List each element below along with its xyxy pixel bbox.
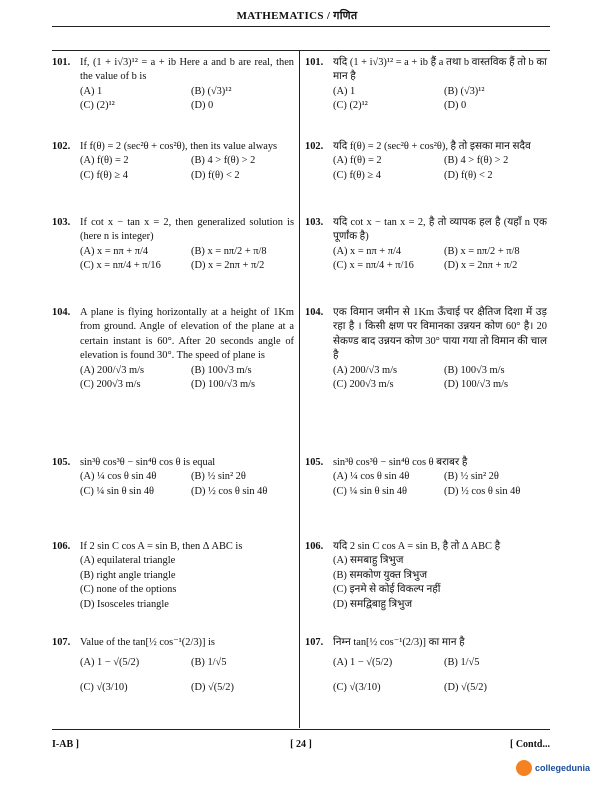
option-b: (B) x = nπ/2 + π/8	[444, 245, 520, 257]
question-number: 105.	[52, 457, 71, 468]
continued-label: [ Contd...	[509, 739, 550, 750]
option-d: (D) ½ cos θ sin 4θ	[191, 485, 268, 497]
option-b: (B) 100√3 m/s	[444, 364, 505, 376]
question-stem: If, (1 + i√3)¹² = a + ib Here a and b are real, then the value of b is	[80, 57, 294, 83]
question-stem: एक विमान जमीन से 1Km ऊँचाई पर क्षैतिज दिशा में उड़ रहा है । किसी क्षण पर विमानका उन्नयन कोण 60° है। 20 सेकण्ड बाद उन्नयन कोण 30° पाया गया तो विमान की चाल है	[333, 307, 547, 362]
question-stem: If f(θ) = 2 (sec²θ + cos²θ), then its value always	[80, 141, 278, 152]
option-c: (C) x = nπ/4 + π/16	[333, 260, 414, 272]
header-rule	[52, 26, 550, 27]
option-b: (B) x = nπ/2 + π/8	[191, 245, 267, 257]
column-divider	[299, 50, 300, 728]
option-d: (D) x = 2nπ + π/2	[444, 260, 518, 272]
question-stem: A plane is flying horizontally at a height of 1Km from ground. Angle of elevation of the plane at a certain instant is 60°. After 20 seconds angle of elevation is found 30°. The speed of plane is	[80, 307, 294, 362]
question-stem: Value of the tan[½ cos⁻¹(2/3)] is	[80, 637, 215, 648]
options	[333, 656, 547, 695]
question-101-hi	[305, 56, 547, 114]
question-104-en	[52, 306, 294, 392]
option-b: (B) (√3)¹²	[444, 85, 485, 97]
option-d: (D) 100/√3 m/s	[444, 379, 509, 391]
question-stem: यदि 2 sin C cos A = sin B, है तो Δ ABC है	[333, 541, 501, 552]
question-106-en	[52, 540, 294, 612]
question-number: 101.	[305, 57, 324, 68]
option-c: (C) (2)¹²	[333, 100, 368, 112]
question-stem: If cot x − tan x = 2, then generalized solution is (here n is integer)	[80, 217, 294, 243]
page-number: [ 24 ]	[290, 739, 312, 750]
option-b: (B) ½ sin² 2θ	[444, 471, 499, 483]
question-105-en	[52, 456, 294, 499]
option-c: (C) f(θ) ≥ 4	[80, 169, 128, 181]
header-rule-lower	[52, 50, 550, 51]
options	[333, 154, 547, 183]
option-d: (D) √(5/2)	[444, 681, 487, 693]
option-a: (A) 1 − √(5/2)	[80, 657, 140, 669]
option-c: (C) ¼ sin θ sin 4θ	[80, 485, 155, 497]
option-b: (B) (√3)¹²	[191, 85, 232, 97]
option-b: (B) समकोण युक्त त्रिभुज	[333, 569, 428, 581]
options	[80, 85, 294, 114]
option-c: (C) इनमे से कोई विकल्प नहीं	[333, 584, 441, 596]
question-number: 102.	[305, 141, 324, 152]
question-number: 106.	[305, 541, 324, 552]
footer-code: I-AB ]	[52, 739, 79, 750]
question-105-hi	[305, 456, 547, 499]
question-103-hi	[305, 216, 547, 274]
option-c: (C) none of the options	[80, 584, 177, 596]
option-c: (C) x = nπ/4 + π/16	[80, 260, 161, 272]
question-101-en	[52, 56, 294, 114]
question-stem: यदि f(θ) = 2 (sec²θ + cos²θ), है तो इसका मान सदैव	[333, 141, 531, 152]
watermark-logo	[516, 760, 590, 776]
question-107-en	[52, 636, 294, 695]
page-header: MATHEMATICS / गणित	[236, 10, 358, 22]
option-c: (C) √(3/10)	[80, 681, 128, 693]
footer-rule	[52, 729, 550, 730]
question-number: 103.	[305, 217, 324, 228]
options	[80, 470, 294, 499]
option-d: (D) 0	[191, 100, 214, 112]
option-d: (D) 100/√3 m/s	[191, 379, 256, 391]
option-d: (D) ½ cos θ sin 4θ	[444, 485, 521, 497]
question-stem: If 2 sin C cos A = sin B, then Δ ABC is	[80, 541, 243, 552]
option-d: (D) x = 2nπ + π/2	[191, 260, 265, 272]
option-c: (C) 200√3 m/s	[333, 379, 394, 391]
option-c: (C) (2)¹²	[80, 100, 115, 112]
option-a: (A) 1 − √(5/2)	[333, 657, 393, 669]
question-103-en	[52, 216, 294, 274]
question-number: 102.	[52, 141, 71, 152]
question-number: 106.	[52, 541, 71, 552]
option-d: (D) f(θ) < 2	[444, 169, 493, 181]
question-stem: यदि (1 + i√3)¹² = a + ib हैं a तथा b वास्तविक हैं तो b का मान है	[333, 57, 547, 83]
question-number: 103.	[52, 217, 71, 228]
option-a: (A) ¼ cos θ sin 4θ	[333, 471, 410, 483]
option-a: (A) equilateral triangle	[80, 555, 176, 567]
option-a: (A) f(θ) = 2	[333, 155, 382, 167]
option-b: (B) 4 > f(θ) > 2	[191, 155, 256, 167]
option-a: (A) 200/√3 m/s	[333, 364, 398, 376]
options	[80, 364, 294, 393]
question-number: 107.	[52, 637, 71, 648]
question-number: 104.	[305, 307, 324, 318]
option-a: (A) ¼ cos θ sin 4θ	[80, 471, 157, 483]
option-c: (C) 200√3 m/s	[80, 379, 141, 391]
option-b: (B) 100√3 m/s	[191, 364, 252, 376]
option-c: (C) √(3/10)	[333, 681, 381, 693]
question-106-hi	[305, 540, 547, 612]
options	[80, 245, 294, 274]
options	[333, 364, 547, 393]
question-number: 105.	[305, 457, 324, 468]
option-a: (A) x = nπ + π/4	[80, 245, 149, 257]
logo-text: collegedunia	[535, 763, 591, 773]
options	[333, 470, 547, 499]
options	[80, 656, 294, 695]
options	[333, 85, 547, 114]
option-d: (D) √(5/2)	[191, 681, 234, 693]
question-stem: निम्न tan[½ cos⁻¹(2/3)] का मान है	[333, 637, 465, 648]
option-b: (B) right angle triangle	[80, 569, 176, 581]
option-d: (D) 0	[444, 100, 467, 112]
question-102-hi	[305, 140, 547, 183]
options	[80, 154, 294, 183]
option-a: (A) समबाहु त्रिभुज	[333, 555, 404, 567]
option-a: (A) x = nπ + π/4	[333, 245, 402, 257]
option-b: (B) 1/√5	[444, 657, 480, 669]
question-number: 107.	[305, 637, 324, 648]
option-a: (A) 200/√3 m/s	[80, 364, 145, 376]
option-a: (A) 1	[80, 85, 103, 97]
logo-icon	[516, 760, 532, 776]
option-a: (A) 1	[333, 85, 356, 97]
question-stem: sin³θ cos³θ − sin⁴θ cos θ बराबर है	[333, 457, 468, 468]
option-a: (A) f(θ) = 2	[80, 155, 129, 167]
question-stem: sin³θ cos³θ − sin⁴θ cos θ is equal	[80, 457, 216, 468]
option-d: (D) Isosceles triangle	[80, 598, 169, 610]
question-stem: यदि cot x − tan x = 2, है तो व्यापक हल है (यहाँ n एक पूर्णांक है)	[333, 217, 547, 243]
option-b: (B) 1/√5	[191, 657, 227, 669]
question-102-en	[52, 140, 294, 183]
option-d: (D) f(θ) < 2	[191, 169, 240, 181]
option-d: (D) समद्विबाहु त्रिभुज	[333, 598, 413, 610]
question-104-hi	[305, 306, 547, 392]
option-c: (C) f(θ) ≥ 4	[333, 169, 381, 181]
question-107-hi	[305, 636, 547, 695]
options	[333, 554, 547, 612]
option-b: (B) 4 > f(θ) > 2	[444, 155, 509, 167]
question-number: 101.	[52, 57, 71, 68]
option-b: (B) ½ sin² 2θ	[191, 471, 246, 483]
option-c: (C) ¼ sin θ sin 4θ	[333, 485, 408, 497]
question-number: 104.	[52, 307, 71, 318]
options	[80, 554, 294, 612]
options	[333, 245, 547, 274]
